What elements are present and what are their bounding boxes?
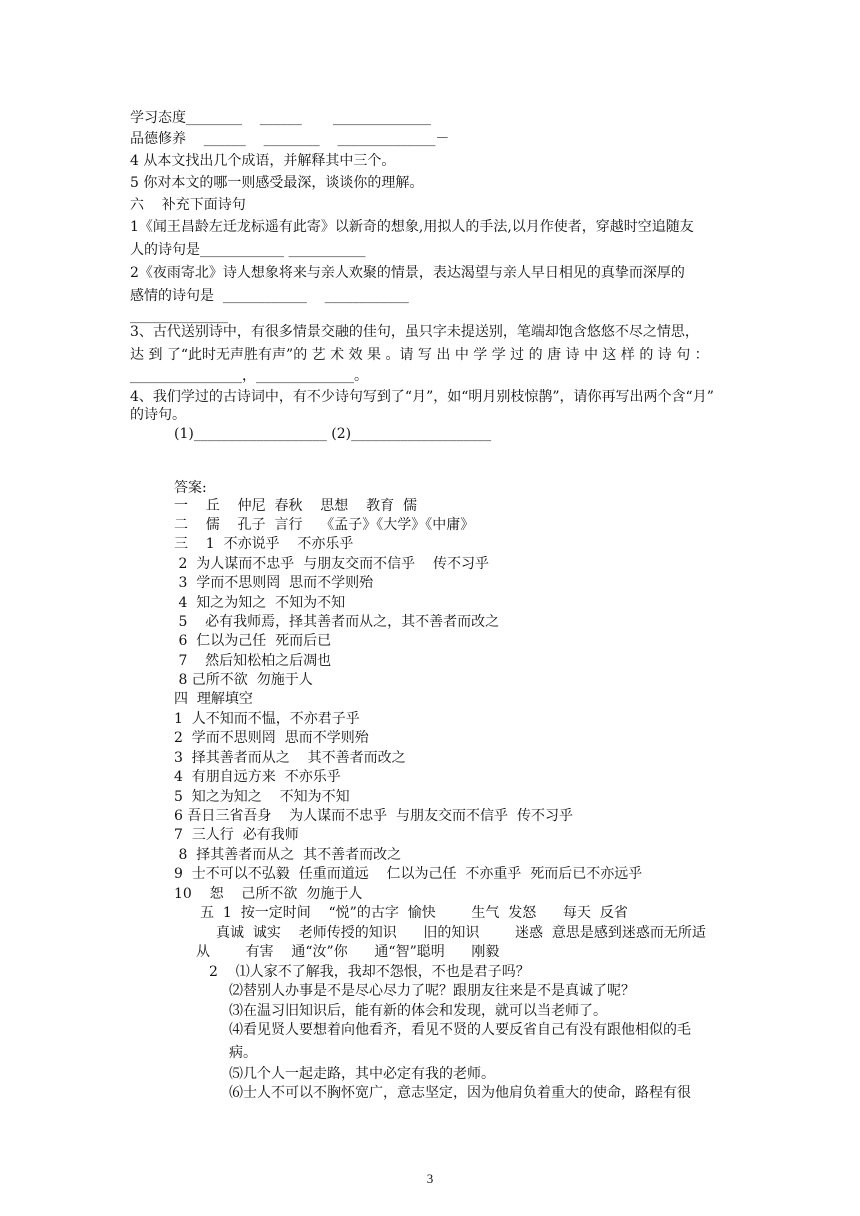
line-43: ⑵替别人办事是不是尽心尽力了呢？跟朋友往来是不是真诚了呢？: [229, 983, 635, 999]
line-2: 品德修养 ______ ________ ______________－: [130, 131, 450, 147]
line-19: 二 儒 孔子 言行 《孟子》《大学》《中庸》: [174, 517, 475, 533]
line-5: 六 补充下面诗句: [130, 197, 246, 213]
answer-heading: 答案:: [174, 480, 207, 496]
line-47: ⑸几个人一起走路，其中必定有我的老师。: [229, 1066, 495, 1082]
line-24: 5 必有我师焉，择其善者而从之，其不善者而改之: [174, 614, 500, 630]
line-40: 真诚 诚实 老师传授的知识 旧的知识 迷惑 意思是感到迷惑而无所适: [216, 925, 706, 941]
line-15: 的诗句。: [130, 407, 186, 423]
line-38: 10 恕 己所不欲 勿施于人: [174, 886, 363, 902]
line-26: 7 然后知松柏之后凋也: [174, 653, 332, 669]
line-11: 3、古代送别诗中，有很多情景交融的佳句，虽只字未提送别，笔端却饱含悠悠不尽之情思，: [130, 324, 699, 340]
line-37: 9 士不可以不弘毅 任重而道远 仁以为己任 不亦重乎 死而后已不亦远乎: [174, 866, 643, 882]
line-44: ⑶在温习旧知识后，能有新的体会和发现，就可以当老师了。: [229, 1003, 607, 1019]
line-16: (1)___________________ (2)____________________: [174, 426, 492, 442]
line-13: ________________，______________。: [130, 368, 368, 384]
line-22: 3 学而不思则罔 思而不学则殆: [174, 575, 374, 591]
line-10: ______________: [130, 308, 228, 324]
page-number: 3: [426, 1171, 434, 1186]
line-8: 2《夜雨寄北》诗人想象将来与亲人欢聚的情景，表达渴望与亲人早日相见的真挚而深厚的: [130, 265, 685, 281]
line-4: 5 你对本文的哪一则感受最深，谈谈你的理解。: [130, 175, 424, 191]
line-48: ⑹士人不可以不胸怀宽广，意志坚定，因为他肩负着重大的使命，路程有很: [229, 1085, 691, 1101]
line-9: 感情的诗句是 ____________ ____________: [130, 288, 409, 304]
line-1: 学习态度________ ______ ______________: [130, 110, 431, 126]
line-20: 三 1 不亦说乎 不亦乐乎: [174, 536, 354, 552]
line-6: 1《闻王昌龄左迁龙标遥有此寄》以新奇的想象,用拟人的手法,以月作使者，穿越时空追随友: [130, 219, 694, 235]
line-27: 8 己所不欲 勿施于人: [174, 672, 313, 688]
line-7: 人的诗句是____________ ___________: [130, 242, 366, 258]
line-18: 一 丘 仲尼 春秋 思想 教育 儒: [174, 498, 418, 514]
line-32: 4 有朋自远方来 不亦乐乎: [174, 769, 341, 785]
line-45: ⑷看见贤人要想着向他看齐，看见不贤的人要反省自己有没有跟他相似的毛: [229, 1022, 691, 1038]
line-23: 4 知之为知之 不知为不知: [174, 595, 346, 611]
line-31: 3 择其善者而从之 其不善者而改之: [174, 750, 406, 766]
line-12: 达 到 了“此时无声胜有声”的 艺 术 效 果 。请 写 出 中 学 学 过 的 唐 诗 中 这 样 的 诗 句 ：: [130, 347, 709, 363]
line-36: 8 择其善者而从之 其不善者而改之: [174, 847, 402, 863]
line-29: 1 人不知而不愠，不亦君子乎: [174, 711, 360, 727]
line-28: 四 理解填空: [174, 691, 253, 707]
line-46: 病。: [229, 1045, 257, 1061]
line-25: 6 仁以为己任 死而后已: [174, 633, 332, 649]
line-30: 2 学而不思则罔 思而不学则殆: [174, 730, 369, 746]
line-14: 4、我们学过的古诗词中，有不少诗句写到了“月”，如“明月别枝惊鹊”，请你再写出两个含“月”: [130, 389, 714, 405]
line-39: 五 1 按一定时间 “悦”的古字 愉快 生气 发怒 每天 反省: [200, 905, 628, 921]
line-21: 2 为人谋而不忠乎 与朋友交而不信乎 传不习乎: [174, 556, 489, 572]
line-34: 6 吾日三省吾身 为人谋而不忠乎 与朋友交而不信乎 传不习乎: [174, 808, 573, 824]
line-42: 2 ⑴人家不了解我，我却不怨恨，不也是君子吗？: [209, 964, 530, 980]
line-33: 5 知之为知之 不知为不知: [174, 789, 350, 805]
line-41: 从 有害 通“汝”你 通“智”聪明 刚毅: [196, 944, 500, 960]
line-3: 4 从本文找出几个成语，并解释其中三个。: [130, 153, 396, 169]
line-35: 7 三人行 必有我师: [174, 827, 299, 843]
